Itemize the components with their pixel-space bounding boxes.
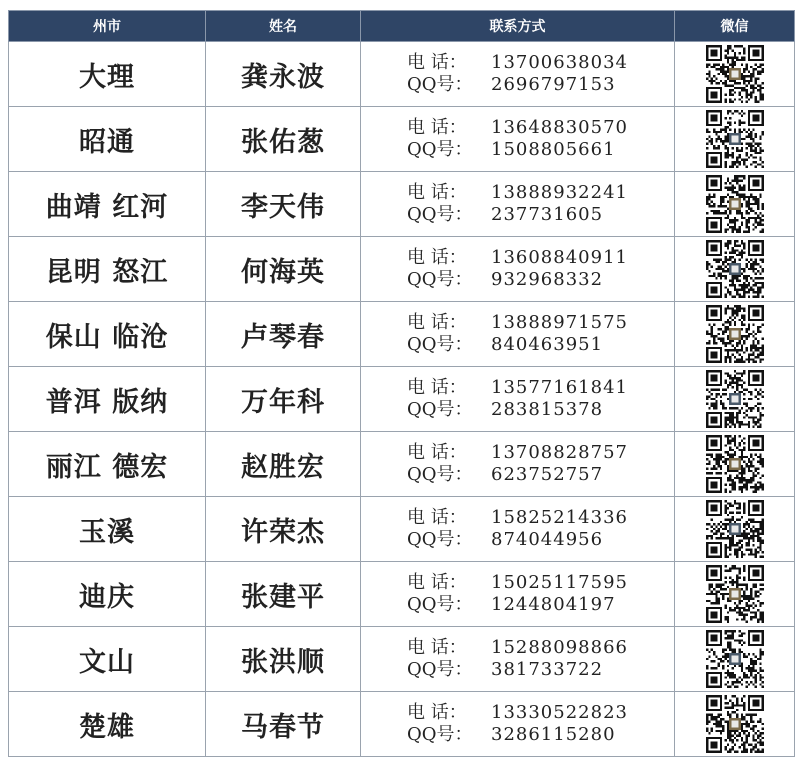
contact-info bbox=[407, 702, 628, 746]
contact-info bbox=[407, 117, 628, 161]
city-name: 昆明 怒江 bbox=[45, 256, 169, 288]
phone-label: 电 话： bbox=[407, 247, 467, 268]
header-wechat: 微信 bbox=[675, 11, 795, 42]
phone-number: 15288098866 bbox=[491, 637, 628, 658]
contact-name: 马春节 bbox=[241, 711, 325, 743]
contact-cell bbox=[361, 367, 675, 432]
contact-table bbox=[8, 10, 795, 757]
contact-info bbox=[407, 637, 628, 681]
wechat-cell bbox=[675, 42, 795, 107]
qq-line bbox=[407, 74, 628, 96]
table-row bbox=[9, 692, 795, 757]
phone-label: 电 话： bbox=[407, 117, 467, 138]
contact-cell bbox=[361, 107, 675, 172]
table-header-row bbox=[9, 11, 795, 42]
city-name: 昭通 bbox=[79, 126, 135, 158]
qq-label: QQ号： bbox=[407, 464, 473, 485]
contact-cell bbox=[361, 562, 675, 627]
qq-line bbox=[407, 399, 628, 421]
qq-line bbox=[407, 464, 628, 486]
qq-label: QQ号： bbox=[407, 139, 473, 160]
header-contact: 联系方式 bbox=[361, 11, 675, 42]
phone-number: 15025117595 bbox=[491, 572, 628, 593]
wechat-qr-code-icon[interactable] bbox=[706, 110, 764, 168]
wechat-cell bbox=[675, 302, 795, 367]
city-name: 楚雄 bbox=[79, 711, 135, 743]
phone-number: 13888932241 bbox=[491, 182, 628, 203]
phone-label: 电 话： bbox=[407, 442, 467, 463]
table-row bbox=[9, 432, 795, 497]
qq-number: 623752757 bbox=[491, 464, 604, 485]
wechat-qr-code-icon[interactable] bbox=[706, 175, 764, 233]
wechat-cell bbox=[675, 367, 795, 432]
contact-info bbox=[407, 442, 628, 486]
qq-label: QQ号： bbox=[407, 724, 473, 745]
contact-name: 何海英 bbox=[241, 256, 325, 288]
header-city: 州市 bbox=[9, 11, 206, 42]
phone-line bbox=[407, 52, 628, 74]
phone-label: 电 话： bbox=[407, 377, 467, 398]
qq-label: QQ号： bbox=[407, 269, 473, 290]
phone-number: 13888971575 bbox=[491, 312, 628, 333]
contact-cell bbox=[361, 172, 675, 237]
contact-name: 龚永波 bbox=[241, 61, 325, 93]
table-row bbox=[9, 172, 795, 237]
qq-line bbox=[407, 659, 628, 681]
phone-label: 电 话： bbox=[407, 312, 467, 333]
header-name: 姓名 bbox=[206, 11, 361, 42]
qq-line bbox=[407, 724, 628, 746]
wechat-cell bbox=[675, 172, 795, 237]
qq-number: 1508805661 bbox=[491, 139, 616, 160]
qq-line bbox=[407, 204, 628, 226]
wechat-qr-code-icon[interactable] bbox=[706, 695, 764, 753]
contact-table-container bbox=[8, 10, 794, 757]
phone-line bbox=[407, 377, 628, 399]
city-cell bbox=[9, 107, 206, 172]
city-cell bbox=[9, 302, 206, 367]
contact-cell bbox=[361, 627, 675, 692]
contact-cell bbox=[361, 42, 675, 107]
city-name: 文山 bbox=[79, 646, 135, 678]
city-name: 丽江 德宏 bbox=[45, 451, 169, 483]
name-cell bbox=[206, 562, 361, 627]
contact-name: 张洪顺 bbox=[241, 646, 325, 678]
phone-label: 电 话： bbox=[407, 637, 467, 658]
table-body bbox=[9, 42, 795, 757]
qq-number: 381733722 bbox=[491, 659, 604, 680]
wechat-cell bbox=[675, 627, 795, 692]
phone-number: 13700638034 bbox=[491, 52, 628, 73]
phone-number: 13577161841 bbox=[491, 377, 628, 398]
qq-line bbox=[407, 529, 628, 551]
city-cell bbox=[9, 627, 206, 692]
wechat-qr-code-icon[interactable] bbox=[706, 45, 764, 103]
city-name: 曲靖 红河 bbox=[45, 191, 169, 223]
phone-line bbox=[407, 117, 628, 139]
name-cell bbox=[206, 172, 361, 237]
phone-label: 电 话： bbox=[407, 52, 467, 73]
wechat-cell bbox=[675, 497, 795, 562]
city-cell bbox=[9, 172, 206, 237]
qq-number: 2696797153 bbox=[491, 74, 616, 95]
qq-label: QQ号： bbox=[407, 204, 473, 225]
wechat-qr-code-icon[interactable] bbox=[706, 370, 764, 428]
wechat-qr-code-icon[interactable] bbox=[706, 435, 764, 493]
phone-line bbox=[407, 247, 628, 269]
qq-line bbox=[407, 594, 628, 616]
qq-label: QQ号： bbox=[407, 594, 473, 615]
phone-label: 电 话： bbox=[407, 702, 467, 723]
name-cell bbox=[206, 237, 361, 302]
phone-line bbox=[407, 637, 628, 659]
name-cell bbox=[206, 627, 361, 692]
wechat-qr-code-icon[interactable] bbox=[706, 240, 764, 298]
table-row bbox=[9, 562, 795, 627]
name-cell bbox=[206, 692, 361, 757]
wechat-cell bbox=[675, 432, 795, 497]
contact-name: 赵胜宏 bbox=[241, 451, 325, 483]
contact-name: 万年科 bbox=[241, 386, 325, 418]
wechat-cell bbox=[675, 562, 795, 627]
city-cell bbox=[9, 367, 206, 432]
phone-number: 13708828757 bbox=[491, 442, 628, 463]
phone-number: 13608840911 bbox=[491, 247, 628, 268]
contact-cell bbox=[361, 692, 675, 757]
city-cell bbox=[9, 562, 206, 627]
table-row bbox=[9, 302, 795, 367]
qq-number: 283815378 bbox=[491, 399, 604, 420]
name-cell bbox=[206, 302, 361, 367]
wechat-qr-code-icon[interactable] bbox=[706, 500, 764, 558]
qq-label: QQ号： bbox=[407, 399, 473, 420]
contact-cell bbox=[361, 432, 675, 497]
city-cell bbox=[9, 237, 206, 302]
wechat-qr-code-icon[interactable] bbox=[706, 565, 764, 623]
qq-label: QQ号： bbox=[407, 529, 473, 550]
qq-number: 1244804197 bbox=[491, 594, 616, 615]
phone-line bbox=[407, 442, 628, 464]
name-cell bbox=[206, 42, 361, 107]
city-cell bbox=[9, 497, 206, 562]
table-row bbox=[9, 367, 795, 432]
wechat-qr-code-icon[interactable] bbox=[706, 630, 764, 688]
phone-label: 电 话： bbox=[407, 572, 467, 593]
qq-label: QQ号： bbox=[407, 334, 473, 355]
qq-line bbox=[407, 269, 628, 291]
phone-label: 电 话： bbox=[407, 182, 467, 203]
name-cell bbox=[206, 367, 361, 432]
contact-name: 张佑葱 bbox=[241, 126, 325, 158]
phone-line bbox=[407, 182, 628, 204]
contact-info bbox=[407, 507, 628, 551]
city-name: 玉溪 bbox=[79, 516, 135, 548]
city-cell bbox=[9, 42, 206, 107]
contact-info bbox=[407, 377, 628, 421]
qq-number: 874044956 bbox=[491, 529, 604, 550]
phone-line bbox=[407, 507, 628, 529]
city-name: 迪庆 bbox=[79, 581, 135, 613]
qq-number: 3286115280 bbox=[491, 724, 616, 745]
table-row bbox=[9, 237, 795, 302]
city-cell bbox=[9, 432, 206, 497]
contact-name: 张建平 bbox=[241, 581, 325, 613]
table-row bbox=[9, 42, 795, 107]
contact-info bbox=[407, 572, 628, 616]
name-cell bbox=[206, 107, 361, 172]
contact-cell bbox=[361, 302, 675, 367]
contact-info bbox=[407, 247, 628, 291]
table-row bbox=[9, 627, 795, 692]
phone-line bbox=[407, 312, 628, 334]
phone-number: 13648830570 bbox=[491, 117, 628, 138]
phone-label: 电 话： bbox=[407, 507, 467, 528]
city-cell bbox=[9, 692, 206, 757]
qq-line bbox=[407, 334, 628, 356]
phone-number: 15825214336 bbox=[491, 507, 628, 528]
contact-name: 卢琴春 bbox=[241, 321, 325, 353]
qq-label: QQ号： bbox=[407, 659, 473, 680]
phone-line bbox=[407, 702, 628, 724]
contact-info bbox=[407, 312, 628, 356]
phone-number: 13330522823 bbox=[491, 702, 628, 723]
name-cell bbox=[206, 497, 361, 562]
contact-cell bbox=[361, 497, 675, 562]
wechat-cell bbox=[675, 107, 795, 172]
name-cell bbox=[206, 432, 361, 497]
contact-info bbox=[407, 182, 628, 226]
contact-name: 许荣杰 bbox=[241, 516, 325, 548]
city-name: 保山 临沧 bbox=[45, 321, 169, 353]
qq-label: QQ号： bbox=[407, 74, 473, 95]
city-name: 大理 bbox=[79, 61, 135, 93]
qq-number: 932968332 bbox=[491, 269, 604, 290]
wechat-cell bbox=[675, 237, 795, 302]
table-row bbox=[9, 497, 795, 562]
contact-cell bbox=[361, 237, 675, 302]
wechat-qr-code-icon[interactable] bbox=[706, 305, 764, 363]
phone-line bbox=[407, 572, 628, 594]
table-row bbox=[9, 107, 795, 172]
contact-info bbox=[407, 52, 628, 96]
city-name: 普洱 版纳 bbox=[45, 386, 169, 418]
contact-name: 李天伟 bbox=[241, 191, 325, 223]
qq-number: 840463951 bbox=[491, 334, 604, 355]
wechat-cell bbox=[675, 692, 795, 757]
qq-number: 237731605 bbox=[491, 204, 604, 225]
qq-line bbox=[407, 139, 628, 161]
